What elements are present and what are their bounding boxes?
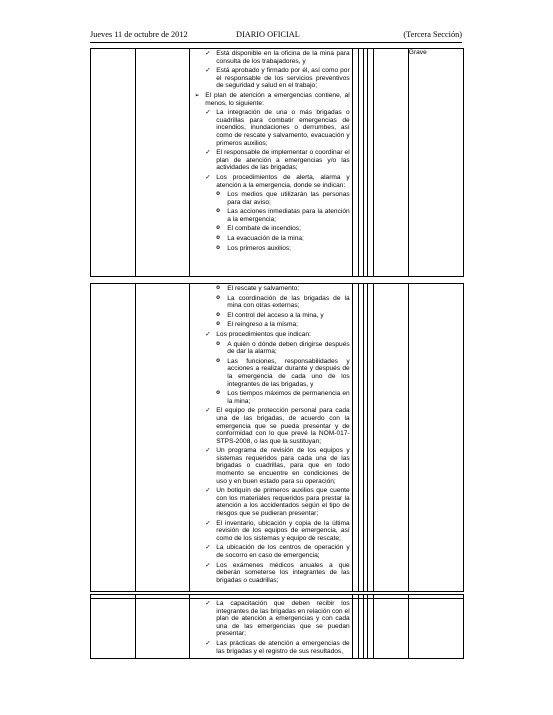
list-item-text: La integración de una o más brigadas o cuadrillas para combatir emergencias de incendios, inundaciones o derrumbes, así como de rescate y salvamento, evacuación y primeros auxilios; xyxy=(216,109,350,147)
checkmark-icon: ✓ xyxy=(205,407,211,415)
list-item xyxy=(193,109,349,147)
table-cell xyxy=(136,49,190,277)
list-item-text: El inventario, ubicación y copia de la última revisión de los equipos de emergencia, así como de los sistemas y equipo de rescate; xyxy=(216,519,350,542)
list-item xyxy=(193,191,349,206)
list-item xyxy=(193,407,349,445)
list-item-text: Las funciones, responsabilidades y acciones a realizar durante y después de la emergencia de cada uno de los integrantes de las brigadas, y xyxy=(227,357,350,388)
circle-bullet-icon: o xyxy=(216,285,220,291)
table-row xyxy=(91,599,464,659)
list-item-text: Los procedimientos que indican: xyxy=(216,330,311,338)
checkmark-icon: ✓ xyxy=(205,544,211,552)
checkmark-icon: ✓ xyxy=(205,330,211,338)
list-item xyxy=(193,562,349,585)
arrow-bullet-icon: ➢ xyxy=(194,91,200,99)
list-item-text: Las prácticas de atención a emergencias de las brigadas y el registro de sus resultados, xyxy=(216,639,350,655)
list-item xyxy=(193,285,349,293)
table-row xyxy=(91,49,464,277)
checkmark-icon: ✓ xyxy=(205,519,211,527)
table-cell xyxy=(91,599,136,659)
list-item xyxy=(193,390,349,405)
list-item-text: El plan de atención a emergencias contiene, al menos, lo siguiente: xyxy=(205,91,350,107)
severity-cell xyxy=(408,599,463,659)
circle-bullet-icon: o xyxy=(216,340,220,347)
list-item-text: Los tiempos máximos de permanencia en la mina; xyxy=(227,390,350,405)
list-item-text: La ubicación de los centros de operación y de socorro en caso de emergencia; xyxy=(216,544,350,559)
severity-cell xyxy=(408,284,463,592)
requirements-list xyxy=(190,599,351,658)
checkmark-icon: ✓ xyxy=(205,173,211,181)
checkmark-icon: ✓ xyxy=(205,447,211,455)
circle-bullet-icon: o xyxy=(216,191,220,198)
list-item-text: Un programa de revisión de los equipos y sistemas requeridos para cada una de las brigadas o cuadrillas, para que en todo momento se encuentre en condiciones de uso y en buen estado para su operación; xyxy=(216,447,350,485)
table-cell xyxy=(373,49,408,277)
header-section: (Tercera Sección) xyxy=(403,30,462,39)
list-item-text: La evacuación de la mina; xyxy=(227,235,304,243)
requirements-cell xyxy=(190,284,352,592)
checkmark-icon: ✓ xyxy=(205,149,211,157)
checkmark-icon: ✓ xyxy=(205,639,211,647)
list-item xyxy=(193,544,349,559)
list-item-text: La coordinación de las brigadas de la mina con otras externas; xyxy=(227,294,350,310)
list-item xyxy=(193,341,349,356)
list-item xyxy=(193,447,349,485)
checkmark-icon: ✓ xyxy=(205,561,211,569)
circle-bullet-icon: o xyxy=(216,225,220,232)
list-item xyxy=(193,312,349,320)
header-publication-title: DIARIO OFICIAL xyxy=(236,30,300,39)
checkmark-icon: ✓ xyxy=(205,109,211,117)
requirements-list xyxy=(190,284,351,587)
severity-cell: Grave xyxy=(408,49,463,277)
list-item xyxy=(193,225,349,233)
page-header xyxy=(90,30,462,42)
list-item xyxy=(193,174,349,189)
list-item-text: El responsable de implementar o coordinar el plan de atención a emergencias y/o las actividades de las brigadas; xyxy=(216,149,350,172)
circle-bullet-icon: o xyxy=(216,235,220,242)
checkmark-icon: ✓ xyxy=(205,487,211,495)
circle-bullet-icon: o xyxy=(216,294,220,301)
table-cell xyxy=(91,49,136,277)
list-item xyxy=(193,520,349,543)
table-cell xyxy=(91,284,136,592)
list-item xyxy=(193,321,349,329)
list-item-text: Los procedimientos de alerta, alarma y atención a la emergencia, donde se indican: xyxy=(216,173,350,189)
list-item-text: El combate de incendios; xyxy=(227,225,301,233)
list-item xyxy=(193,295,349,310)
list-item-text: El control del acceso a la mina, y xyxy=(227,311,324,319)
requirements-cell xyxy=(190,49,352,277)
circle-bullet-icon: o xyxy=(216,244,220,251)
list-item xyxy=(193,208,349,223)
list-item xyxy=(193,331,349,339)
list-item-text: El reingreso a la misma; xyxy=(227,321,298,329)
header-date: Jueves 11 de octubre de 2012 xyxy=(90,30,188,39)
circle-bullet-icon: o xyxy=(216,208,220,215)
list-item-text: Está aprobado y firmado por él, así como por el responsable de los servicios preventivos de seguridad y salud en el trabajo; xyxy=(216,67,350,90)
table-cell xyxy=(136,284,190,592)
list-item xyxy=(193,50,349,65)
list-item-text: A quién o dónde deben dirigirse después de dar la alarma; xyxy=(227,340,350,356)
table-cell xyxy=(373,599,408,659)
list-item-text: El equipo de protección personal para cada una de las brigadas, de acuerdo con la emergencia que se pueda presentar y de conformidad con lo que prevé la NOM-017-STPS-2008, o las que la sustituyan; xyxy=(216,407,350,445)
checkmark-icon: ✓ xyxy=(205,67,211,75)
list-item xyxy=(193,600,349,638)
requirements-list xyxy=(190,49,351,255)
circle-bullet-icon: o xyxy=(216,321,220,328)
requirements-table-block-3 xyxy=(90,594,464,659)
circle-bullet-icon: o xyxy=(216,311,220,318)
table-row xyxy=(91,284,464,592)
requirements-table-block-1 xyxy=(90,48,464,277)
checkmark-icon: ✓ xyxy=(205,50,211,57)
list-item-text: Los primeros auxilios; xyxy=(227,244,292,252)
requirements-cell xyxy=(190,599,352,659)
list-item xyxy=(193,640,349,655)
checkmark-icon: ✓ xyxy=(205,600,211,607)
list-item xyxy=(193,487,349,517)
requirements-table-block-2 xyxy=(90,283,464,592)
list-item-text: Los exámenes médicos anuales a que deberán someterse los integrantes de las brigadas o cuadrillas; xyxy=(216,561,350,584)
list-item-text: El rescate y salvamento; xyxy=(227,285,300,292)
header-rule xyxy=(90,42,462,43)
list-item xyxy=(193,245,349,253)
list-item xyxy=(193,235,349,243)
list-item-text: Las acciones inmediatas para la atención a la emergencia; xyxy=(227,208,350,223)
list-item-text: Está disponible en la oficina de la mina para consulta de los trabajadores, y xyxy=(216,50,350,65)
table-cell xyxy=(373,284,408,592)
list-item-text: La capacitación que deben recibir los integrantes de las brigadas en relación con el plan de atención a emergencias y con cada una de las emergencias que se puedan presentar; xyxy=(216,600,350,638)
list-item-text: Un botiquín de primeros auxilios que cuente con los materiales requeridos para prestar la atención a los accidentados según el tipo de riesgos que se pudieran presentar; xyxy=(216,487,350,518)
list-item xyxy=(193,67,349,90)
list-item xyxy=(193,92,349,107)
list-item xyxy=(193,149,349,172)
circle-bullet-icon: o xyxy=(216,390,220,397)
list-item-text: Los medios que utilizarán las personas para dar aviso; xyxy=(227,191,350,206)
circle-bullet-icon: o xyxy=(216,357,220,364)
list-item xyxy=(193,358,349,388)
table-cell xyxy=(136,599,190,659)
